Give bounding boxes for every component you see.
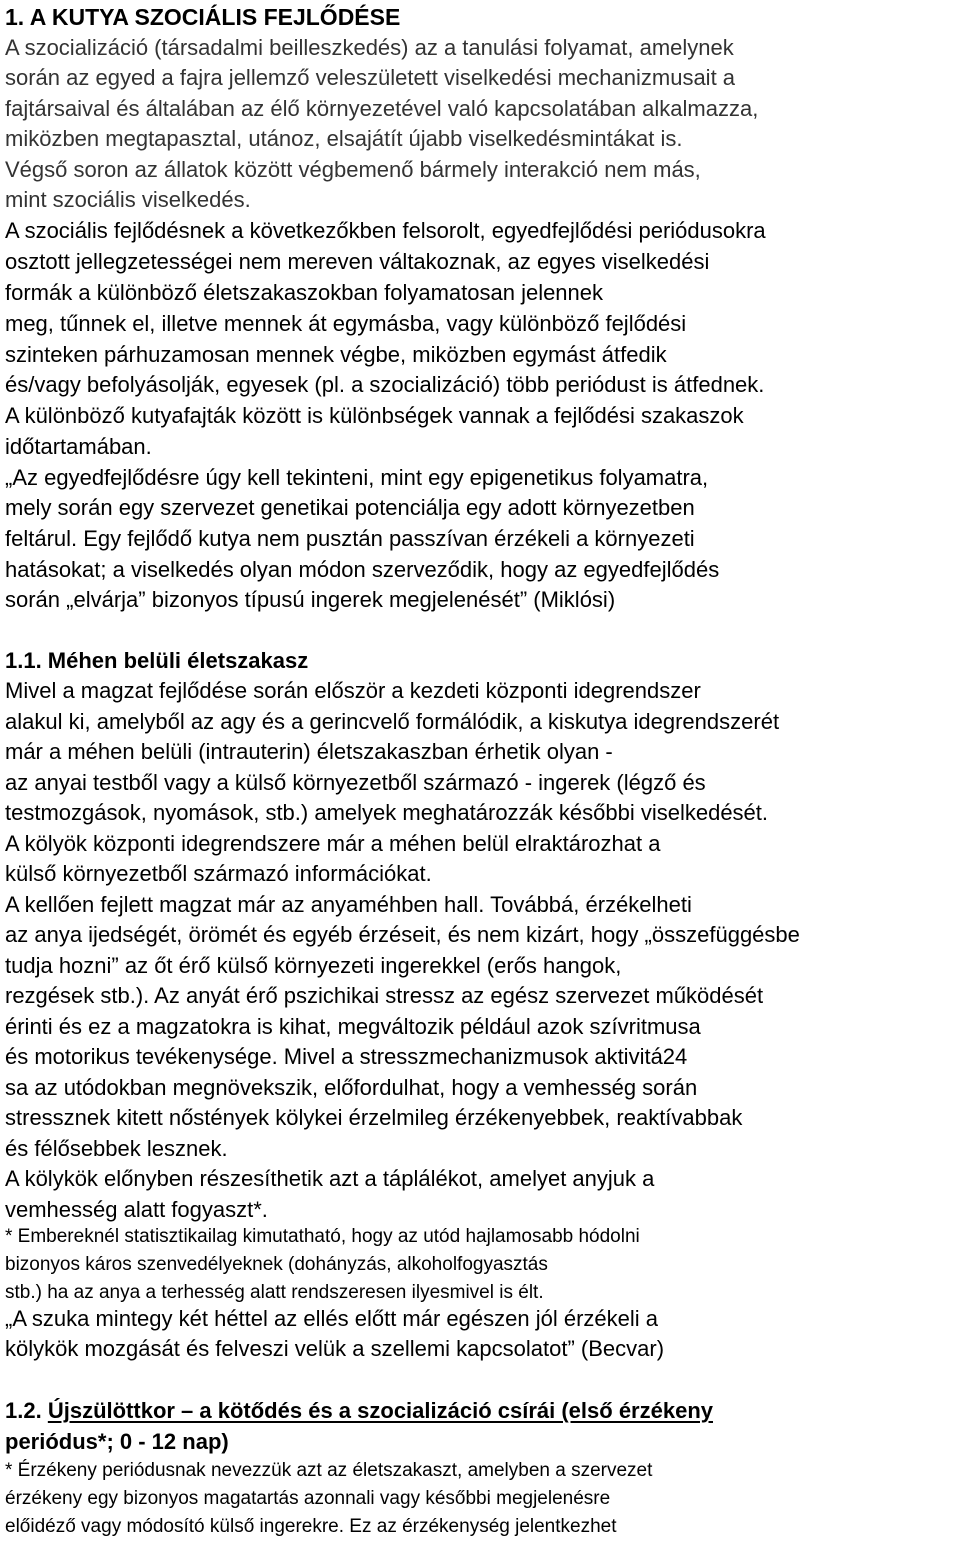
section-1-2-title-text: Újszülöttkor – a kötődés és a szocializáció csírái (első érzékeny [47, 1398, 713, 1423]
paragraph-line: A szocializáció (társadalmi beilleszkedés) az a tanulási folyamat, amelynek [5, 35, 734, 60]
paragraph-line: A kellően fejlett magzat már az anyaméhben hall. Továbbá, érzékelheti [5, 892, 692, 917]
paragraph-line: és/vagy befolyásolják, egyesek (pl. a szocializáció) több periódust is átfednek. [5, 372, 765, 397]
paragraph-line: A szociális fejlődésnek a következőkben felsorolt, egyedfejlődési periódusokra [5, 218, 766, 243]
section-1-1-title: 1.1. Méhen belüli életszakasz [5, 648, 309, 673]
paragraph-line: érinti és ez a magzatokra is kihat, megváltozik például azok szívritmusa [5, 1014, 701, 1039]
paragraph-line: sa az utódokban megnövekszik, előfordulhat, hogy a vemhesség során [5, 1075, 698, 1100]
footnote-line: * Embereknél statisztikailag kimutatható, hogy az utód hajlamosabb hódolni [5, 1226, 640, 1247]
footnote-line: stb.) ha az anya a terhesség alatt rendszeresen ilyesmivel is élt. [5, 1282, 544, 1303]
quote-line: mely során egy szervezet genetikai potenciálja egy adott környezetben [5, 495, 695, 520]
section-1-2-number: 1.2. [5, 1398, 42, 1423]
quote-line: hatásokat; a viselkedés olyan módon szerveződik, hogy az egyedfejlődés [5, 557, 720, 582]
paragraph-line: alakul ki, amelyből az agy és a gerincvelő formálódik, a kiskutya idegrendszerét [5, 709, 780, 734]
paragraph-line: Mivel a magzat fejlődése során először a kezdeti központi idegrendszer [5, 678, 701, 703]
paragraph-line: és motorikus tevékenysége. Mivel a stresszmechanizmusok aktivitá24 [5, 1044, 688, 1069]
section-1-2-title [5, 1398, 713, 1428]
paragraph-line: érzékeny egy bizonyos magatartás azonnali vagy későbbi megjelenésre [5, 1488, 611, 1509]
paragraph-line: meg, tűnnek el, illetve mennek át egymásba, vagy különböző fejlődési [5, 311, 687, 336]
paragraph-line: már a méhen belüli (intrauterin) életszakaszban érhetik olyan - [5, 739, 613, 764]
paragraph-line: A kölyök központi idegrendszere már a méhen belül elraktározhat a [5, 831, 661, 856]
paragraph-line: * Érzékeny periódusnak nevezzük azt az életszakaszt, amelyben a szervezet [5, 1460, 653, 1481]
paragraph-line: fajtársaival és általában az élő környezetével való kapcsolatában alkalmazza, [5, 96, 759, 121]
quote-line: feltárul. Egy fejlődő kutya nem pusztán passzívan érzékeli a környezeti [5, 526, 695, 551]
paragraph-line: az anya ijedségét, örömét és egyéb érzéseit, és nem kizárt, hogy „összefüggésbe [5, 922, 800, 947]
paragraph-line: vemhesség alatt fogyaszt*. [5, 1197, 268, 1222]
paragraph-line: stressznek kitett nőstények kölykei érzelmileg érzékenyebbek, reaktívabbak [5, 1105, 743, 1130]
quote-line: során „elvárja” bizonyos típusú ingerek megjelenését” (Miklósi) [5, 587, 616, 612]
paragraph-line: miközben megtapasztal, utánoz, elsajátít újabb viselkedésmintákat is. [5, 126, 683, 151]
section-1-title: 1. A KUTYA SZOCIÁLIS FEJLŐDÉSE [5, 4, 401, 30]
paragraph-line: formák a különböző életszakaszokban folyamatosan jelennek [5, 280, 604, 305]
quote-line: kölykök mozgását és felveszi velük a szellemi kapcsolatot” (Becvar) [5, 1336, 665, 1361]
paragraph-line: A különböző kutyafajták között is különbségek vannak a fejlődési szakaszok [5, 403, 744, 428]
paragraph-line: előidéző vagy módosító külső ingerekre. Ez az érzékenység jelentkezhet [5, 1516, 617, 1537]
paragraph-line: testmozgások, nyomások, stb.) amelyek meghatározzák későbbi viselkedését. [5, 800, 769, 825]
footnote-line: bizonyos káros szenvedélyeknek (dohányzás, alkoholfogyasztás [5, 1254, 548, 1275]
paragraph-line: osztott jellegzetességei nem mereven váltakoznak, az egyes viselkedési [5, 249, 710, 274]
paragraph-line: külső környezetből származó információkat. [5, 861, 432, 886]
paragraph-line: tudja hozni” az őt érő külső környezeti ingerekkel (erős hangok, [5, 953, 622, 978]
paragraph-line: Végső soron az állatok között végbemenő bármely interakció nem más, [5, 157, 701, 182]
paragraph-line: szinteken párhuzamosan mennek végbe, miközben egymást átfedik [5, 342, 667, 367]
quote-line: „A szuka mintegy két héttel az ellés előtt már egészen jól érzékeli a [5, 1306, 658, 1331]
paragraph-line: és félősebbek lesznek. [5, 1136, 228, 1161]
paragraph-line: az anyai testből vagy a külső környezetből származó - ingerek (légző és [5, 770, 706, 795]
paragraph-line: A kölykök előnyben részesíthetik azt a táplálékot, amelyet anyjuk a [5, 1166, 655, 1191]
paragraph-line: során az egyed a fajra jellemző veleszületett viselkedési mechanizmusait a [5, 65, 736, 90]
section-1-2-title-cont: periódus*; 0 - 12 nap) [5, 1429, 229, 1454]
quote-line: „Az egyedfejlődésre úgy kell tekinteni, mint egy epigenetikus folyamatra, [5, 465, 709, 490]
paragraph-line: rezgések stb.). Az anyát érő pszichikai stressz az egész szervezet működését [5, 983, 764, 1008]
paragraph-line: mint szociális viselkedés. [5, 187, 251, 212]
paragraph-line: időtartamában. [5, 434, 152, 459]
